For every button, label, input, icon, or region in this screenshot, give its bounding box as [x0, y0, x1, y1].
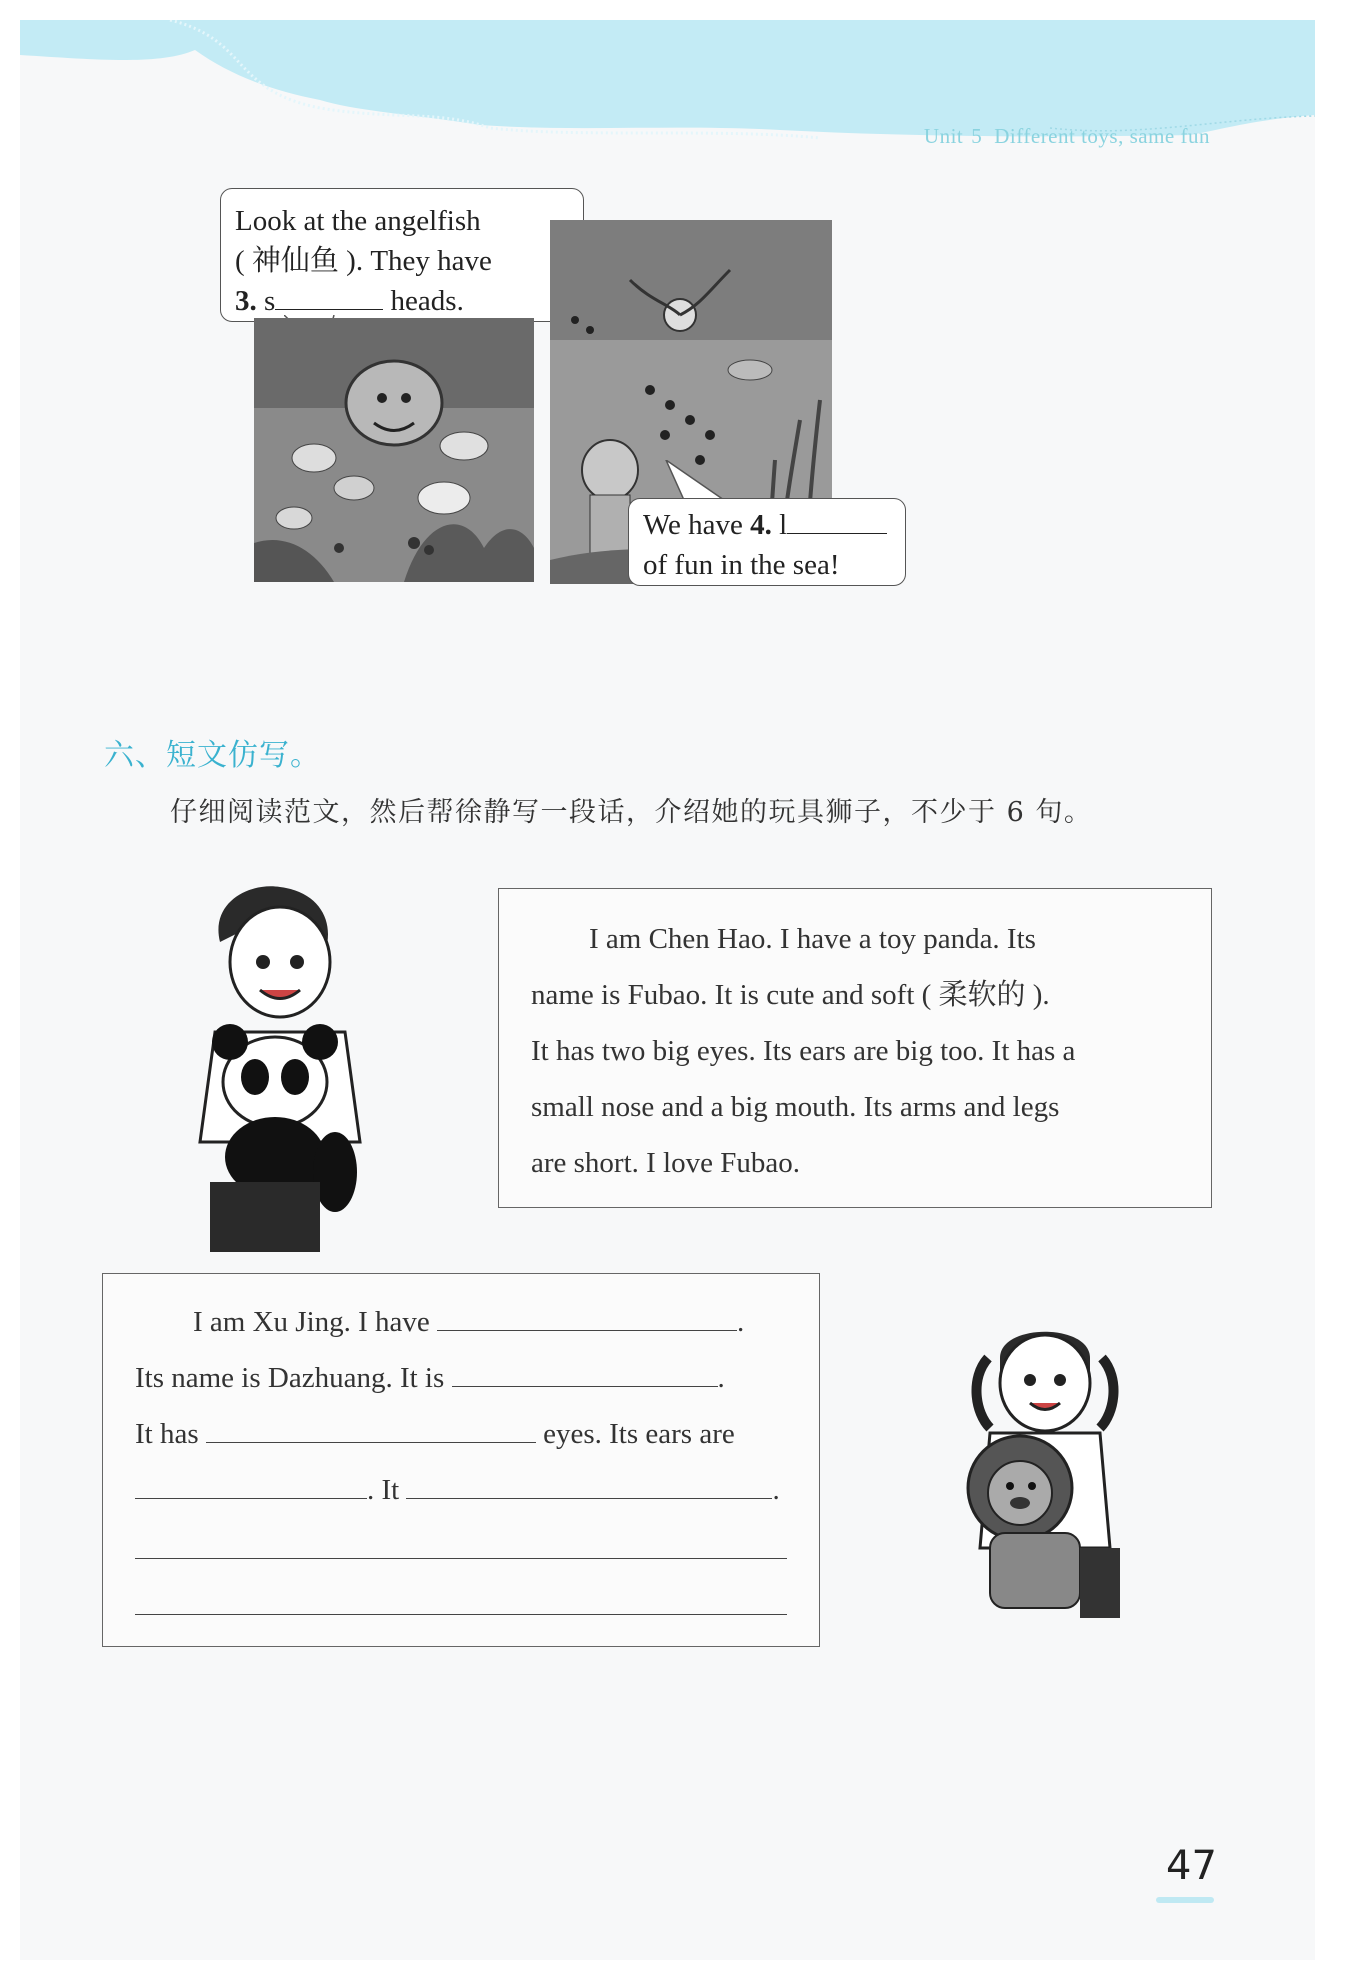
answer-blank-3[interactable]: [275, 283, 383, 310]
section-title: 六、短文仿写。: [104, 738, 321, 773]
answer-blank-4[interactable]: [787, 507, 887, 534]
speech-bubble-fun: [628, 498, 906, 586]
speech-bubble-angelfish: [220, 188, 584, 322]
girl-with-lion-illustration: [960, 1318, 1140, 1628]
page-number-underline: [1156, 1897, 1214, 1903]
bubble-line-1: Look at the angelfish: [235, 205, 481, 237]
instruction-text: 仔细阅读范文，然后帮徐静写一段话，介绍她的玩具狮子，不少于 6 句。: [170, 797, 1093, 828]
model-line: are short. I love Fubao.: [531, 1147, 800, 1179]
model-text-box: [498, 888, 1212, 1208]
angelfish-scene-image: [254, 318, 534, 582]
page-number: 47: [1166, 1843, 1217, 1889]
model-line: I am Chen Hao. I have a toy panda. Its: [589, 923, 1036, 955]
writing-line-1: I am Xu Jing. I have .: [193, 1306, 745, 1338]
writing-blank-4a[interactable]: [135, 1476, 367, 1499]
bubble-tail-right: [664, 460, 734, 502]
model-line: name is Fubao. It is cute and soft ( 柔软的 ).: [531, 979, 1050, 1011]
boy-with-panda-illustration: [160, 882, 390, 1252]
header-cloud-banner: [20, 20, 1315, 180]
model-paragraph: [531, 911, 1191, 1191]
writing-blank-2[interactable]: [452, 1364, 718, 1387]
writing-blank-4b[interactable]: [406, 1476, 772, 1499]
writing-line-4: . It .: [135, 1470, 780, 1510]
unit-title: Unit 5 Different toys, same fun: [923, 124, 1210, 148]
writing-rule-6[interactable]: [135, 1614, 787, 1615]
writing-rule-5[interactable]: [135, 1558, 787, 1559]
writing-line-2: Its name is Dazhuang. It is .: [135, 1362, 725, 1394]
model-line: small nose and a big mouth. Its arms and legs: [531, 1091, 1060, 1123]
writing-blank-1[interactable]: [437, 1308, 737, 1331]
bubble-line-3: 3. s heads.: [235, 285, 464, 317]
writing-blank-3[interactable]: [206, 1420, 536, 1443]
bubble-line-2: ( 神仙鱼 ). They have: [235, 245, 492, 277]
bubble-right-line-1: We have 4. l: [643, 505, 905, 545]
writing-box: [102, 1273, 820, 1647]
bubble-right-line-2: of fun in the sea!: [643, 549, 840, 581]
model-line: It has two big eyes. Its ears are big too. It has a: [531, 1035, 1076, 1067]
writing-line-3: It has eyes. Its ears are: [135, 1418, 735, 1450]
workbook-page: [20, 20, 1315, 1960]
